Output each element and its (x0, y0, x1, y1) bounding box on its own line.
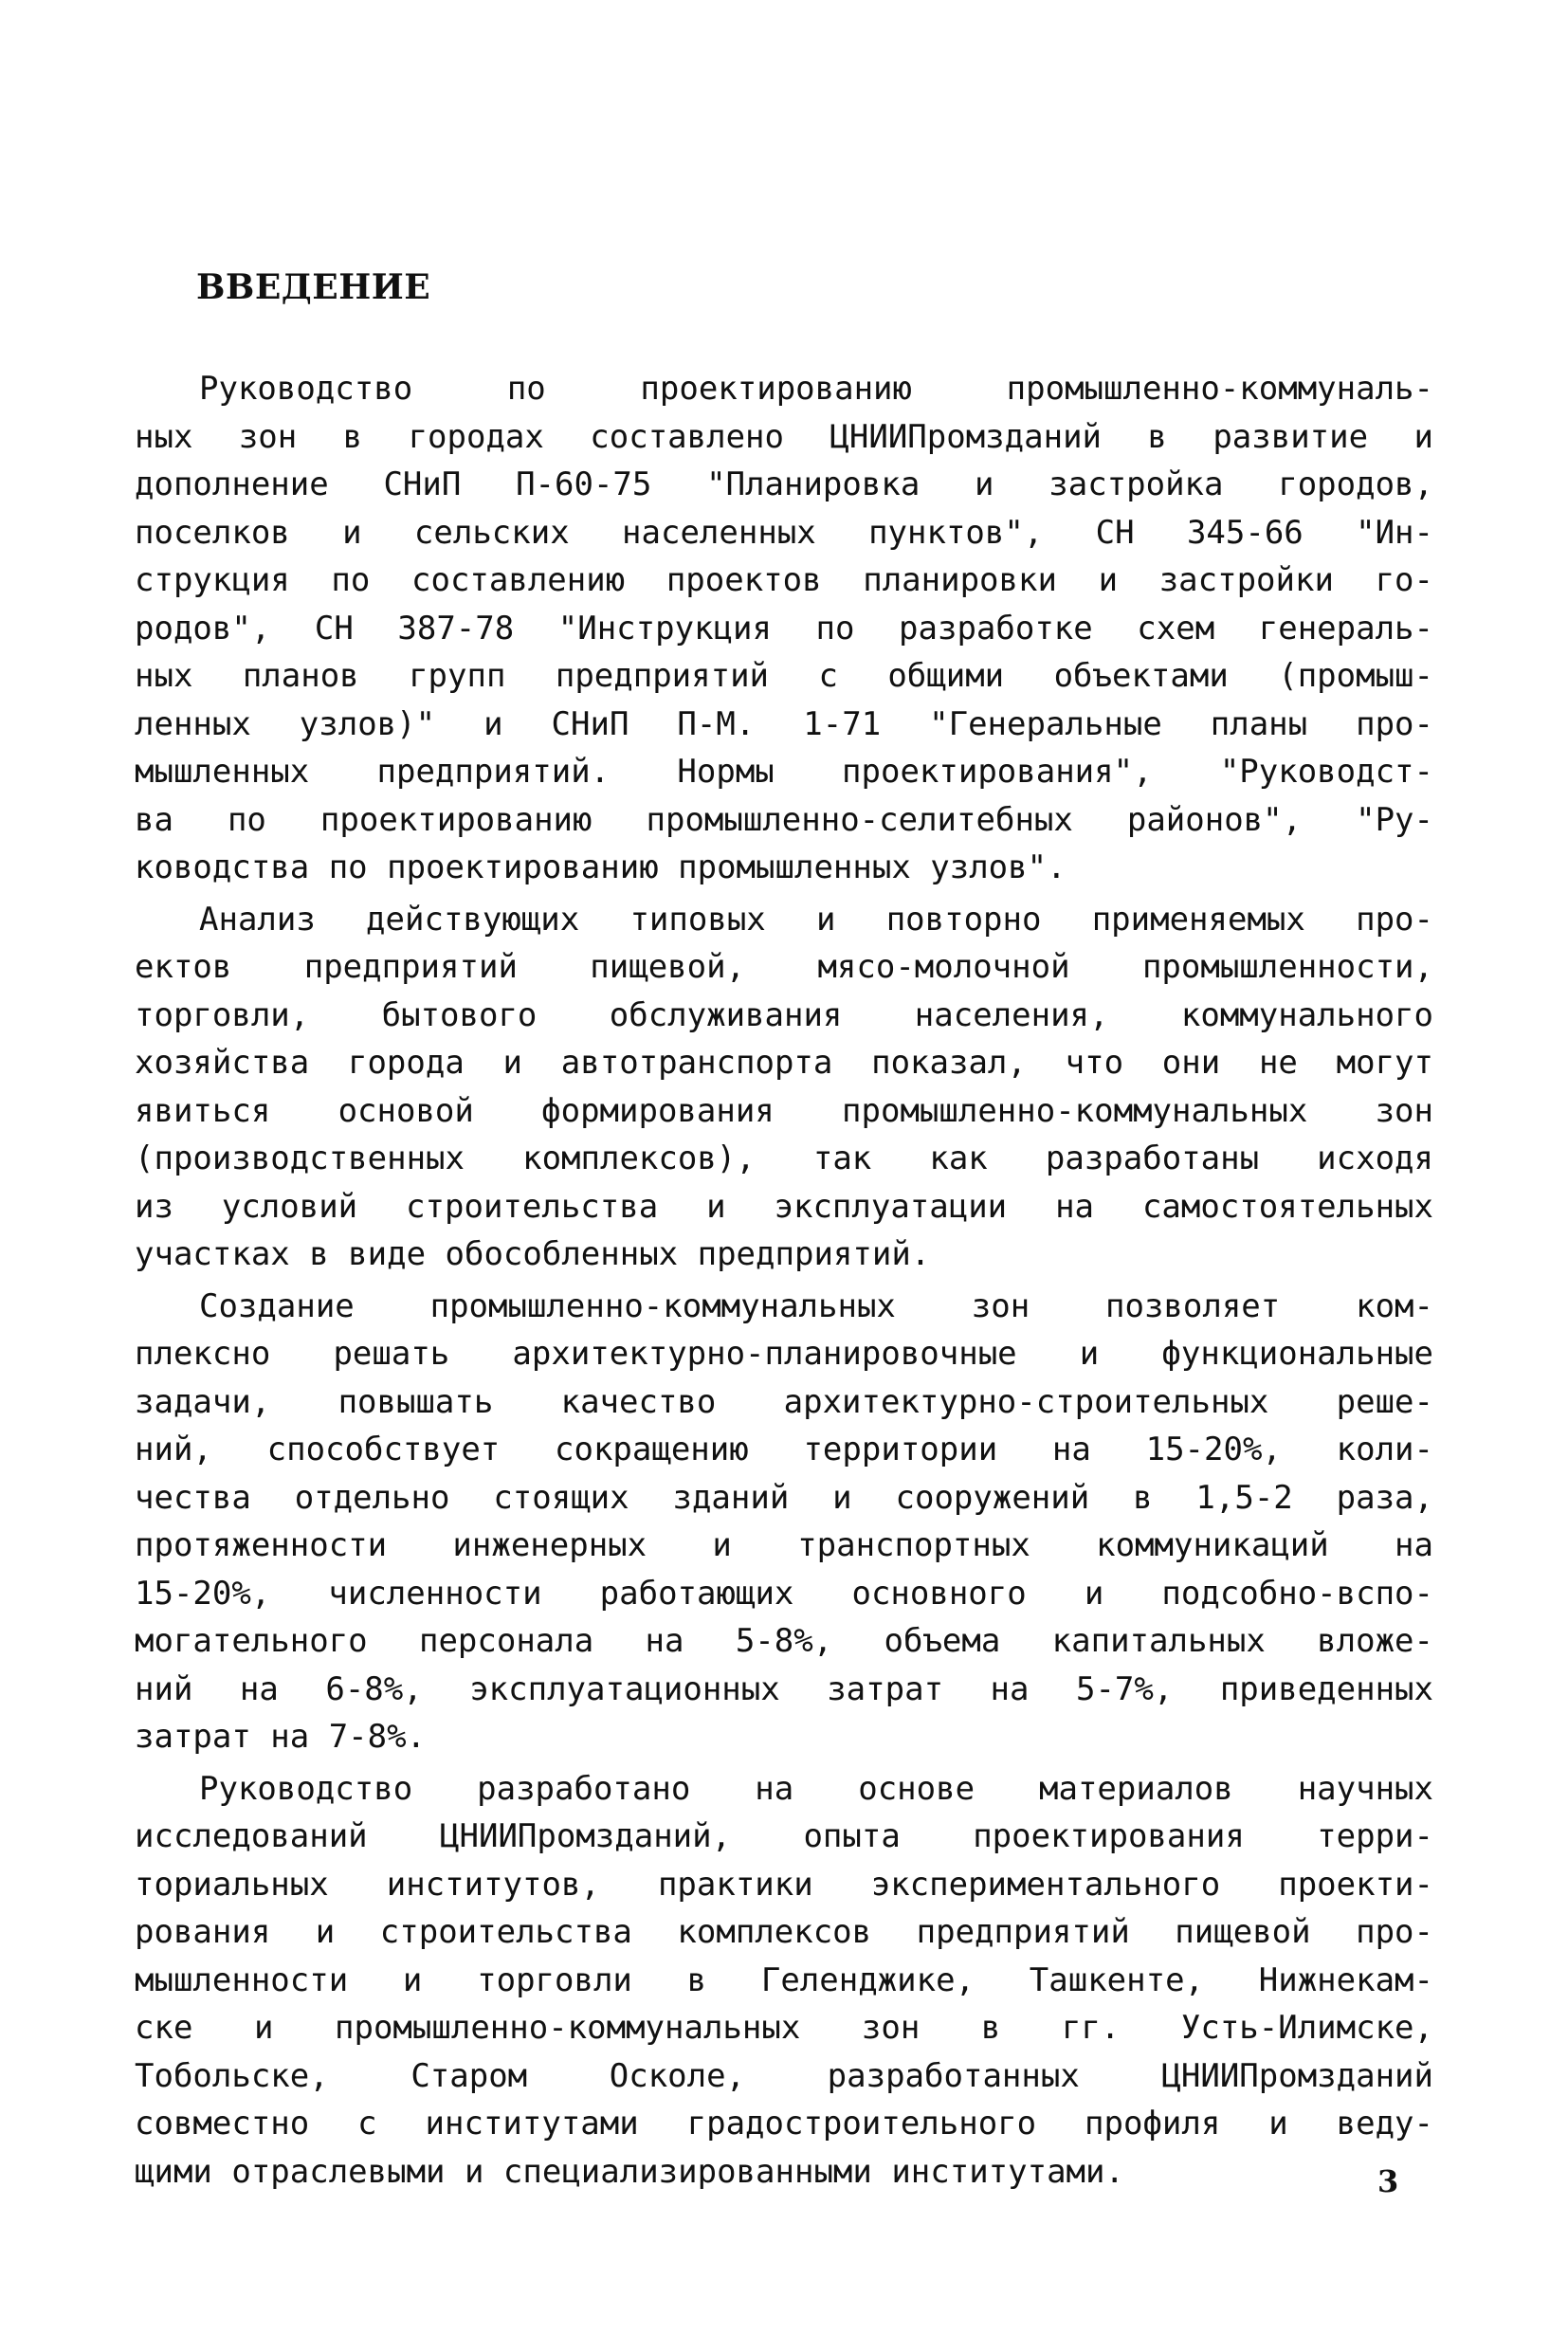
text-line: исследований ЦНИИПромзданий, опыта проектирования терри- (135, 1817, 1433, 1855)
text-line: ектов предприятий пищевой, мясо-молочной промышленности, (135, 948, 1433, 986)
paragraph-2 (135, 896, 1433, 1279)
text-line: ных зон в городах составлено ЦНИИПромзданий в развитие и (135, 417, 1433, 456)
text-line: ва по проектированию промышленно-селитебных районов", "Ру- (135, 800, 1433, 839)
text-line: ториальных институтов, практики экспериментального проекти- (135, 1865, 1433, 1904)
text-line: плексно решать архитектурно-планировочные и функциональные (135, 1335, 1433, 1373)
text-line: из условий строительства и эксплуатации на самостоятельных (135, 1187, 1433, 1226)
page-number: 3 (1377, 2163, 1399, 2199)
text-line: ске и промышленно-коммунальных зон в гг. Усть-Илимске, (135, 2009, 1433, 2047)
text-line: поселков и сельских населенных пунктов", СН 345-66 "Ин- (135, 513, 1433, 552)
text-line: ных планов групп предприятий с общими объектами (промыш- (135, 657, 1433, 695)
text-line: мышленности и торговли в Геленджике, Ташкенте, Нижнекам- (135, 1960, 1433, 1999)
text-line: ленных узлов)" и СНиП П-М. 1-71 "Генеральные планы про- (135, 704, 1433, 743)
text-line: ководства по проектированию промышленных узлов". (135, 848, 1067, 886)
paragraph-4 (135, 1765, 1433, 2197)
text-line: 15-20%, численности работающих основного и подсобно-вспо- (135, 1574, 1433, 1613)
text-line: явиться основой формирования промышленно-коммунальных зон (135, 1091, 1433, 1130)
text-line: хозяйства города и автотранспорта показал, что они не могут (135, 1044, 1433, 1082)
text-line: Руководство по проектированию промышленно-коммуналь- (199, 370, 1433, 408)
text-line: затрат на 7-8%. (135, 1718, 427, 1756)
text-line: чества отдельно стоящих зданий и сооружений в 1,5-2 раза, (135, 1478, 1433, 1517)
text-line: дополнение СНиП П-60-75 "Планировка и застройка городов, (135, 465, 1433, 503)
section-heading: ВВЕДЕНИЕ (196, 267, 431, 307)
text-line: Руководство разработано на основе материалов научных (199, 1769, 1433, 1808)
text-line: струкция по составлению проектов планировки и застройки го- (135, 561, 1433, 599)
text-line: рования и строительства комплексов предприятий пищевой про- (135, 1913, 1433, 1951)
text-line: ний на 6-8%, эксплуатационных затрат на 5-7%, приведенных (135, 1669, 1433, 1708)
text-line: задачи, повышать качество архитектурно-строительных реше- (135, 1382, 1433, 1421)
text-line: Создание промышленно-коммунальных зон позволяет ком- (199, 1286, 1433, 1325)
body-text (135, 365, 1433, 2196)
paragraph-1 (135, 365, 1433, 892)
text-line: Анализ действующих типовых и повторно применяемых про- (199, 900, 1433, 939)
text-line: родов", СН 387-78 "Инструкция по разработке схем генераль- (135, 609, 1433, 647)
text-line: щими отраслевыми и специализированными институтами. (135, 2152, 1124, 2191)
text-line: протяженности инженерных и транспортных коммуникаций на (135, 1526, 1433, 1564)
text-line: ний, способствует сокращению территории на 15-20%, коли- (135, 1431, 1433, 1468)
text-line: Тобольске, Старом Осколе, разработанных ЦНИИПромзданий (135, 2056, 1433, 2095)
text-line: совместно с институтами градостроительного профиля и веду- (135, 2105, 1433, 2142)
text-line: мышленных предприятий. Нормы проектирования", "Руководст- (135, 753, 1433, 791)
text-line: участках в виде обособленных предприятий. (135, 1235, 931, 1273)
text-line: торговли, бытового обслуживания населения, коммунального (135, 995, 1433, 1034)
text-line: (производственных комплексов), так как разработаны исходя (135, 1140, 1433, 1177)
text-line: могательного персонала на 5-8%, объема капитальных вложе- (135, 1622, 1433, 1660)
paragraph-3 (135, 1283, 1433, 1761)
